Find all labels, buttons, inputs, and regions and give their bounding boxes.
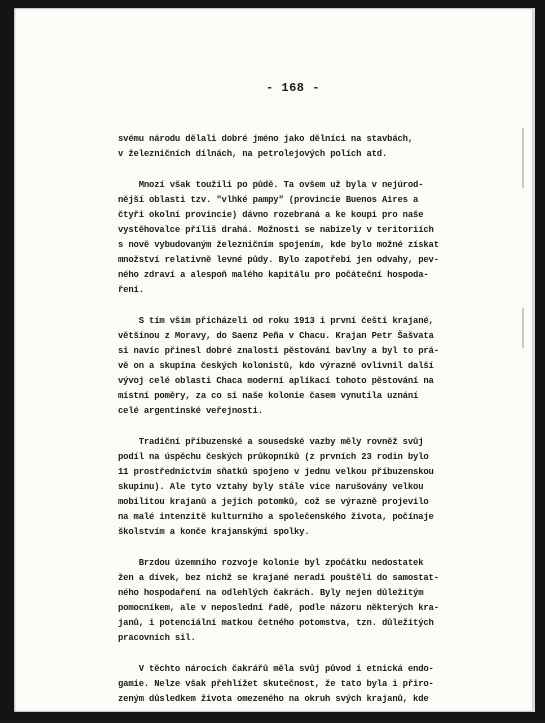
paragraph — [118, 662, 478, 707]
text-line: svému národu dělali dobré jméno jako dělníci na stavbách, — [118, 134, 414, 144]
text-line: janů, i potenciální matkou četného potomstva, tzn. důležitých — [118, 618, 434, 628]
text-line: čtyři okolní provincie) dávno rozebraná a ke koupi pro naše — [118, 210, 424, 220]
text-line: v železničních dílnách, na petrolejových polích atd. — [118, 149, 388, 159]
text-line: vě on a skupina českých kolonistů, kdo výrazně ovlivnil další — [118, 361, 434, 371]
text-line: si navíc přinesl dobré znalosti pěstování bavlny a byl to prá- — [118, 346, 439, 356]
text-line: S tím vším přicházeli od roku 1913 i první čeští krajané, — [118, 316, 434, 326]
text-line: pracovních sil. — [118, 633, 196, 643]
text-line: zeným důsledkem života omezeného na okruh svých krajanů, kde — [118, 694, 429, 704]
text-line: Tradiční příbuzenské a sousedské vazby měly rovněž svůj — [118, 437, 424, 447]
text-line: nější oblasti tzv. "vlhké pampy" (provincie Buenos Aires a — [118, 195, 419, 205]
page-number: - 168 - — [266, 81, 320, 95]
paragraph — [118, 314, 478, 419]
text-line: ření. — [118, 285, 144, 295]
text-line: většinou z Moravy, do Saenz Peña v Chacu. Krajan Petr Šašvata — [118, 331, 434, 341]
paragraph — [118, 435, 478, 540]
text-line: ného hospodaření na odlehlých čakrách. Byly nejen důležitým — [118, 588, 424, 598]
paragraph — [118, 132, 478, 162]
scan-artifact — [522, 308, 524, 348]
text-line: množství relativně levné půdy. Bylo zapotřebí jen odvahy, pev- — [118, 255, 439, 265]
text-line: celé argentinské veřejnosti. — [118, 406, 263, 416]
text-line: místní poměry, za co si naše kolonie časem vynutila uznání — [118, 391, 419, 401]
text-line: gamie. Nelze však přehlížet skutečnost, že tato byla i přiro- — [118, 679, 434, 689]
text-line: vystěhovalce příliš drahá. Možnosti se nabízely v teritoriích — [118, 225, 434, 235]
paragraph — [118, 178, 478, 298]
text-line: V těchto nárocích čakrářů měla svůj původ i etnická endo- — [118, 664, 434, 674]
paragraph — [118, 556, 478, 646]
text-line: pomocníkem, ale v neposlední řadě, podle názoru některých kra- — [118, 603, 439, 613]
text-line: ného zdraví a alespoň malého kapitálu pro počáteční hospoda- — [118, 270, 429, 280]
text-line: na malé intenzitě kulturního a společenského života, počínaje — [118, 512, 434, 522]
text-line: žen a dívek, bez nichž se krajané neradi pouštěli do samostat- — [118, 573, 439, 583]
body-text — [118, 132, 478, 723]
text-line: s nově vybudovaným železničním spojením, kde bylo možné získat — [118, 240, 439, 250]
text-line: Mnozí však toužili po půdě. Ta ovšem už byla v nejúrod- — [118, 180, 424, 190]
scan-artifact — [522, 128, 524, 188]
page-edge-shadow — [532, 8, 535, 712]
text-line: podíl na úspěchu českých průkopníků (z prvních 23 rodin bylo — [118, 452, 429, 462]
text-line: skupinu). Ale tyto vztahy byly stále více narušovány velkou — [118, 482, 424, 492]
text-line: školstvím a konče krajanskými spolky. — [118, 527, 310, 537]
text-line: mobilitou krajanů a jejich potomků, což se výrazně projevilo — [118, 497, 429, 507]
text-line: vývoj celé oblasti Chaca moderní aplikací tohoto pěstování na — [118, 376, 434, 386]
text-line: Brzdou územního rozvoje kolonie byl zpočátku nedostatek — [118, 558, 424, 568]
text-line: 11 prostřednictvím sňatků spojeno v jednu velkou příbuzenskou — [118, 467, 434, 477]
